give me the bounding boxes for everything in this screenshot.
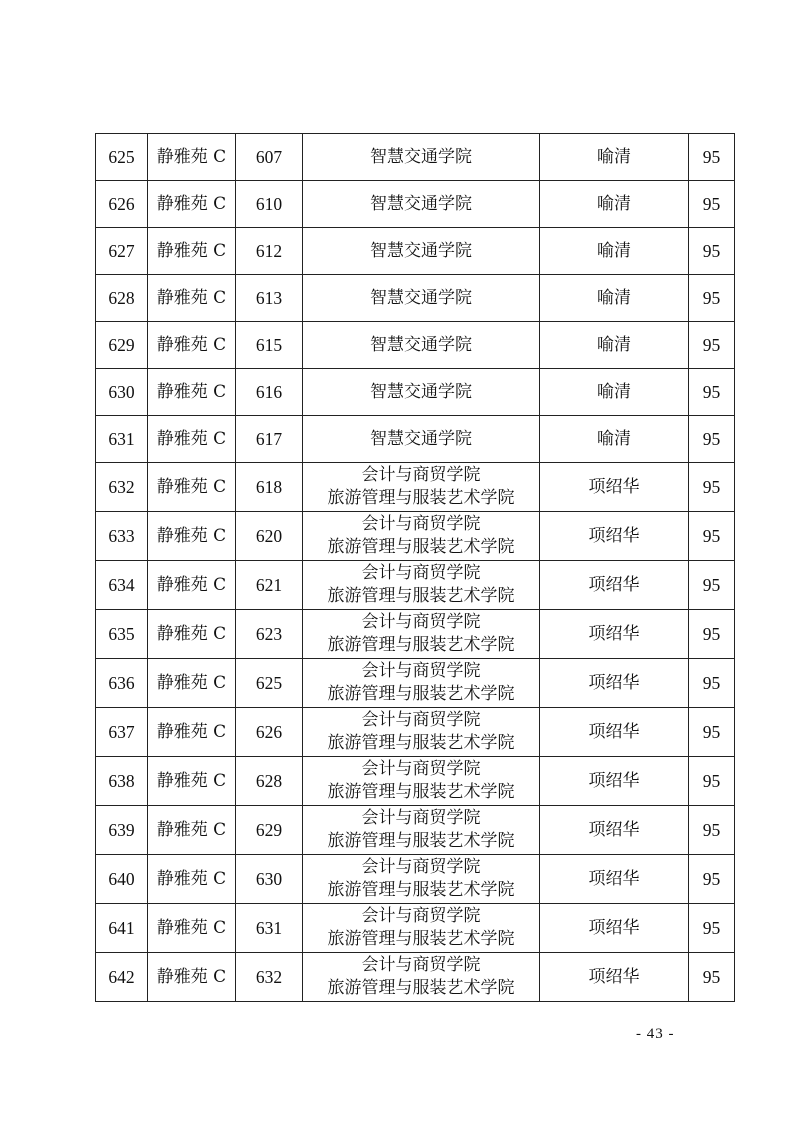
score-cell: 95 [689, 181, 735, 228]
room-number-cell: 612 [236, 228, 303, 275]
row-number-cell: 639 [96, 806, 148, 855]
building-cell: 静雅苑 C [148, 757, 236, 806]
department-name: 会计与商贸学院 [361, 906, 481, 926]
department-name: 会计与商贸学院 [361, 710, 481, 730]
score-cell: 95 [689, 416, 735, 463]
building-cell: 静雅苑 C [148, 855, 236, 904]
department-name: 智慧交通学院 [370, 428, 472, 449]
department-name: 会计与商贸学院 [361, 563, 481, 583]
table-row [96, 181, 735, 228]
row-number-cell: 626 [96, 181, 148, 228]
department-name: 会计与商贸学院 [361, 514, 481, 534]
department-cell [303, 659, 540, 708]
score-cell: 95 [689, 904, 735, 953]
room-number-cell: 610 [236, 181, 303, 228]
table-row [96, 953, 735, 1002]
building-cell: 静雅苑 C [148, 512, 236, 561]
room-number-cell: 632 [236, 953, 303, 1002]
department-name: 智慧交通学院 [370, 334, 472, 355]
score-cell: 95 [689, 953, 735, 1002]
manager-cell: 喻清 [540, 181, 689, 228]
room-number-cell: 607 [236, 134, 303, 181]
table-row [96, 134, 735, 181]
row-number-cell: 634 [96, 561, 148, 610]
table-row [96, 228, 735, 275]
department-name: 旅游管理与服装艺术学院 [327, 635, 515, 655]
score-cell: 95 [689, 659, 735, 708]
row-number-cell: 641 [96, 904, 148, 953]
department-name: 会计与商贸学院 [361, 759, 481, 779]
row-number-cell: 640 [96, 855, 148, 904]
score-cell: 95 [689, 855, 735, 904]
row-number-cell: 642 [96, 953, 148, 1002]
table-row [96, 757, 735, 806]
department-name: 会计与商贸学院 [361, 955, 481, 975]
manager-cell: 项绍华 [540, 708, 689, 757]
table-row [96, 369, 735, 416]
table-row [96, 416, 735, 463]
department-name: 智慧交通学院 [370, 240, 472, 261]
building-cell: 静雅苑 C [148, 416, 236, 463]
row-number-cell: 625 [96, 134, 148, 181]
row-number-cell: 638 [96, 757, 148, 806]
manager-cell: 项绍华 [540, 512, 689, 561]
score-cell: 95 [689, 463, 735, 512]
room-number-cell: 616 [236, 369, 303, 416]
department-cell [303, 953, 540, 1002]
building-cell: 静雅苑 C [148, 561, 236, 610]
table-row [96, 610, 735, 659]
table-row [96, 904, 735, 953]
room-number-cell: 613 [236, 275, 303, 322]
row-number-cell: 630 [96, 369, 148, 416]
department-name: 会计与商贸学院 [361, 465, 481, 485]
department-cell [303, 228, 540, 275]
manager-cell: 喻清 [540, 369, 689, 416]
row-number-cell: 636 [96, 659, 148, 708]
department-cell [303, 275, 540, 322]
department-cell [303, 855, 540, 904]
manager-cell: 喻清 [540, 322, 689, 369]
table-row [96, 708, 735, 757]
department-cell [303, 610, 540, 659]
score-cell: 95 [689, 369, 735, 416]
room-number-cell: 620 [236, 512, 303, 561]
room-number-cell: 623 [236, 610, 303, 659]
score-cell: 95 [689, 512, 735, 561]
room-number-cell: 631 [236, 904, 303, 953]
manager-cell: 项绍华 [540, 463, 689, 512]
department-name: 旅游管理与服装艺术学院 [327, 929, 515, 949]
department-name: 智慧交通学院 [370, 146, 472, 167]
manager-cell: 项绍华 [540, 610, 689, 659]
dormitory-table [95, 133, 735, 1002]
manager-cell: 项绍华 [540, 561, 689, 610]
department-name: 旅游管理与服装艺术学院 [327, 782, 515, 802]
manager-cell: 喻清 [540, 416, 689, 463]
score-cell: 95 [689, 806, 735, 855]
row-number-cell: 631 [96, 416, 148, 463]
department-name: 会计与商贸学院 [361, 612, 481, 632]
row-number-cell: 637 [96, 708, 148, 757]
table-row [96, 463, 735, 512]
manager-cell: 项绍华 [540, 904, 689, 953]
room-number-cell: 621 [236, 561, 303, 610]
department-name: 智慧交通学院 [370, 287, 472, 308]
department-name: 旅游管理与服装艺术学院 [327, 733, 515, 753]
score-cell: 95 [689, 322, 735, 369]
department-name: 旅游管理与服装艺术学院 [327, 684, 515, 704]
table-body [96, 134, 735, 1002]
building-cell: 静雅苑 C [148, 369, 236, 416]
department-cell [303, 181, 540, 228]
room-number-cell: 630 [236, 855, 303, 904]
building-cell: 静雅苑 C [148, 659, 236, 708]
row-number-cell: 633 [96, 512, 148, 561]
department-cell [303, 512, 540, 561]
manager-cell: 喻清 [540, 228, 689, 275]
score-cell: 95 [689, 708, 735, 757]
room-number-cell: 617 [236, 416, 303, 463]
score-cell: 95 [689, 610, 735, 659]
department-name: 旅游管理与服装艺术学院 [327, 880, 515, 900]
score-cell: 95 [689, 228, 735, 275]
department-name: 会计与商贸学院 [361, 857, 481, 877]
department-name: 会计与商贸学院 [361, 661, 481, 681]
department-name: 旅游管理与服装艺术学院 [327, 537, 515, 557]
building-cell: 静雅苑 C [148, 275, 236, 322]
score-cell: 95 [689, 561, 735, 610]
manager-cell: 项绍华 [540, 757, 689, 806]
department-cell [303, 369, 540, 416]
building-cell: 静雅苑 C [148, 228, 236, 275]
department-cell [303, 322, 540, 369]
table-row [96, 855, 735, 904]
manager-cell: 项绍华 [540, 855, 689, 904]
department-name: 旅游管理与服装艺术学院 [327, 831, 515, 851]
table-row [96, 561, 735, 610]
row-number-cell: 635 [96, 610, 148, 659]
room-number-cell: 628 [236, 757, 303, 806]
room-number-cell: 629 [236, 806, 303, 855]
table-row [96, 659, 735, 708]
manager-cell: 项绍华 [540, 806, 689, 855]
manager-cell: 项绍华 [540, 953, 689, 1002]
page-number: - 43 - [636, 1026, 675, 1042]
department-name: 智慧交通学院 [370, 381, 472, 402]
building-cell: 静雅苑 C [148, 134, 236, 181]
row-number-cell: 632 [96, 463, 148, 512]
row-number-cell: 628 [96, 275, 148, 322]
manager-cell: 喻清 [540, 275, 689, 322]
room-number-cell: 626 [236, 708, 303, 757]
building-cell: 静雅苑 C [148, 806, 236, 855]
score-cell: 95 [689, 275, 735, 322]
department-cell [303, 806, 540, 855]
room-number-cell: 618 [236, 463, 303, 512]
row-number-cell: 629 [96, 322, 148, 369]
manager-cell: 喻清 [540, 134, 689, 181]
department-cell [303, 134, 540, 181]
department-name: 旅游管理与服装艺术学院 [327, 978, 515, 998]
department-cell [303, 708, 540, 757]
table-row [96, 322, 735, 369]
department-cell [303, 416, 540, 463]
department-cell [303, 561, 540, 610]
building-cell: 静雅苑 C [148, 322, 236, 369]
score-cell: 95 [689, 134, 735, 181]
score-cell: 95 [689, 757, 735, 806]
department-name: 会计与商贸学院 [361, 808, 481, 828]
building-cell: 静雅苑 C [148, 181, 236, 228]
table-row [96, 275, 735, 322]
department-cell [303, 904, 540, 953]
department-cell [303, 757, 540, 806]
department-name: 旅游管理与服装艺术学院 [327, 586, 515, 606]
building-cell: 静雅苑 C [148, 953, 236, 1002]
department-name: 旅游管理与服装艺术学院 [327, 488, 515, 508]
building-cell: 静雅苑 C [148, 708, 236, 757]
row-number-cell: 627 [96, 228, 148, 275]
manager-cell: 项绍华 [540, 659, 689, 708]
building-cell: 静雅苑 C [148, 904, 236, 953]
room-number-cell: 615 [236, 322, 303, 369]
department-cell [303, 463, 540, 512]
department-name: 智慧交通学院 [370, 193, 472, 214]
room-number-cell: 625 [236, 659, 303, 708]
building-cell: 静雅苑 C [148, 610, 236, 659]
table-row [96, 806, 735, 855]
building-cell: 静雅苑 C [148, 463, 236, 512]
table-row [96, 512, 735, 561]
